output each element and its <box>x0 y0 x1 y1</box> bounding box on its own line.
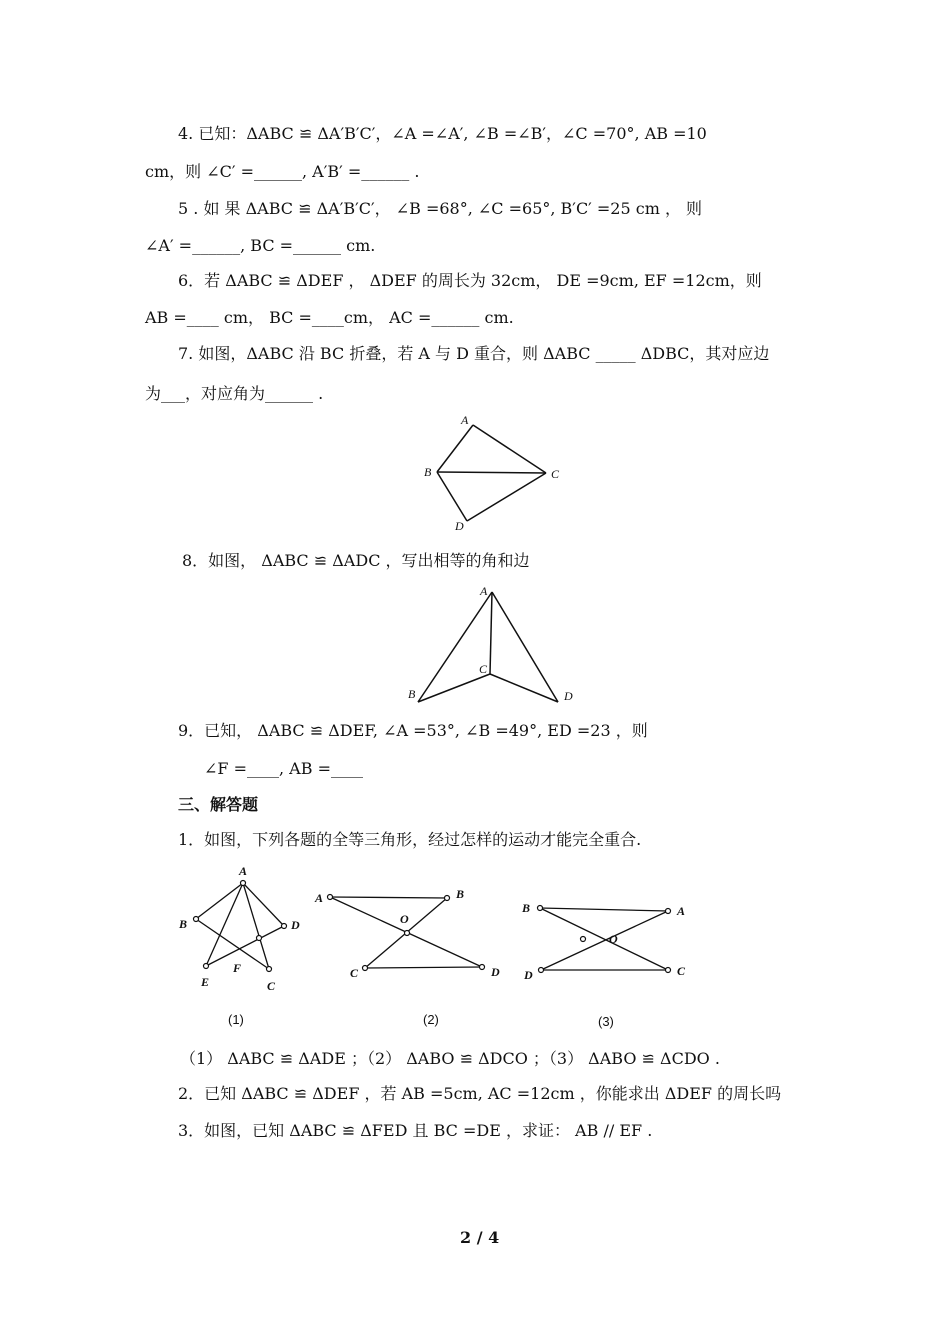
fig7-edge-bd <box>437 472 467 521</box>
q8-line1: 8．如图， ΔABC ≌ ΔADC ，写出相等的角和边 <box>182 551 530 570</box>
fig7-label-c: C <box>551 467 560 481</box>
fig2-point-o <box>405 931 410 936</box>
fig7-edge-ac <box>473 425 546 473</box>
fig3-point-d <box>539 968 544 973</box>
fig2-point-a <box>328 895 333 900</box>
s1-answer: （1） ΔABC ≌ ΔADE ；（2） ΔABO ≌ ΔDCO ；（3） ΔABO ≌ ΔCDO . <box>180 1049 720 1068</box>
s2-line1: 2．已知 ΔABC ≌ ΔDEF ，若 AB =5cm, AC =12cm ，你能求出 ΔDEF 的周长吗 <box>178 1084 782 1103</box>
fig7-edge-ab <box>437 425 473 472</box>
fig1-label-f: F <box>233 961 242 975</box>
fig1-point-e <box>204 964 209 969</box>
fig8-label-b: B <box>408 687 416 701</box>
s3-line1: 3．如图，已知 ΔABC ≌ ΔFED 且 BC =DE ，求证： AB // EF . <box>178 1121 653 1140</box>
q6-line2: AB =____ cm， BC =____cm， AC =______ cm. <box>145 308 514 327</box>
fig1-label-c: C <box>267 979 276 993</box>
fig1-point-a <box>241 881 246 886</box>
fig2-point-b <box>445 896 450 901</box>
figure-3-caption: (3) <box>598 1014 614 1029</box>
fig3-point-c <box>666 968 671 973</box>
fig1-label-a: A <box>239 864 248 878</box>
fig8-label-d: D <box>564 689 573 703</box>
q6-line1: 6．若 ΔABC ≌ ΔDEF ， ΔDEF 的周长为 32cm， DE =9cm, EF =12cm，则 <box>178 271 762 290</box>
fig2-label-c: C <box>350 966 359 980</box>
q9-line1: 9．已知， ΔABC ≌ ΔDEF, ∠A =53°, ∠B =49°, ED =23 ，则 <box>178 721 648 740</box>
figure-q7 <box>415 410 575 540</box>
q4-line1: 4. 已知：ΔABC ≌ ΔA′B′C′，∠A =∠A′, ∠B =∠B′，∠C =70°, AB =10 <box>178 124 707 143</box>
fig2-label-d: D <box>491 965 500 979</box>
fig3-label-b: B <box>522 901 531 915</box>
fig1-edge-ae <box>206 883 243 966</box>
figure-s1-1 <box>176 858 311 998</box>
figure-s1-3 <box>516 890 696 990</box>
q7-line1: 7. 如图，ΔABC 沿 BC 折叠，若 A 与 D 重合，则 ΔABC _____ ΔDBC，其对应边 <box>178 344 770 363</box>
fig2-label-b: B <box>456 887 465 901</box>
fig7-edge-bc <box>437 472 546 473</box>
fig3-label-c: C <box>677 964 686 978</box>
s1-line1: 1．如图，下列各题的全等三角形，经过怎样的运动才能完全重合. <box>178 830 642 849</box>
fig3-label-a: A <box>677 904 686 918</box>
q5-line1: 5 . 如 果 ΔABC ≌ ΔA′B′C′， ∠B =68°, ∠C =65°, B′C′ =25 cm ， 则 <box>178 199 703 218</box>
fig1-point-f <box>257 936 262 941</box>
fig7-label-a: A <box>461 413 469 427</box>
q9-line2: ∠F =____, AB =____ <box>204 759 363 778</box>
figure-q8 <box>400 580 590 710</box>
q4-line2: cm，则 ∠C′ =______, A′B′ =______ . <box>145 162 420 181</box>
fig8-edge-ab <box>418 592 492 702</box>
fig1-edge-ed <box>206 926 284 966</box>
fig8-label-a: A <box>480 584 488 598</box>
fig7-edge-dc <box>467 473 546 521</box>
fig3-edge-bc <box>540 908 668 970</box>
fig3-point-a <box>666 909 671 914</box>
fig2-label-o: O <box>400 912 409 926</box>
fig8-edge-cd <box>490 674 558 702</box>
fig2-point-c <box>363 966 368 971</box>
fig2-edge-cd <box>365 967 482 968</box>
fig1-edge-ab <box>196 883 243 919</box>
fig3-point-b <box>538 906 543 911</box>
section-3-title: 三、解答题 <box>178 795 259 814</box>
figure-2-caption: (2) <box>423 1012 439 1027</box>
fig7-label-d: D <box>455 519 464 533</box>
fig7-label-b: B <box>424 465 432 479</box>
figure-1-caption: (1) <box>228 1012 244 1027</box>
figure-s1-2 <box>312 876 512 986</box>
fig1-point-d <box>282 924 287 929</box>
fig1-label-e: E <box>201 975 210 989</box>
fig1-point-c <box>267 967 272 972</box>
page-number: 2 / 4 <box>460 1228 500 1247</box>
fig1-label-b: B <box>179 917 188 931</box>
fig1-label-d: D <box>291 918 300 932</box>
fig3-label-o: O <box>609 932 618 946</box>
q5-line2: ∠A′ =______, BC =______ cm. <box>145 236 376 255</box>
fig3-label-d: D <box>524 968 533 982</box>
fig2-label-a: A <box>315 891 324 905</box>
fig1-point-b <box>194 917 199 922</box>
fig2-point-d <box>480 965 485 970</box>
fig8-edge-ad <box>492 592 558 702</box>
fig3-edge-ba <box>540 908 668 911</box>
fig2-edge-ab <box>330 897 447 898</box>
fig8-label-c: C <box>479 662 488 676</box>
fig3-point-o <box>581 937 586 942</box>
q7-line2: 为___，对应角为______ . <box>145 384 324 403</box>
fig8-edge-bc <box>418 674 490 702</box>
fig8-edge-ac <box>490 592 492 674</box>
